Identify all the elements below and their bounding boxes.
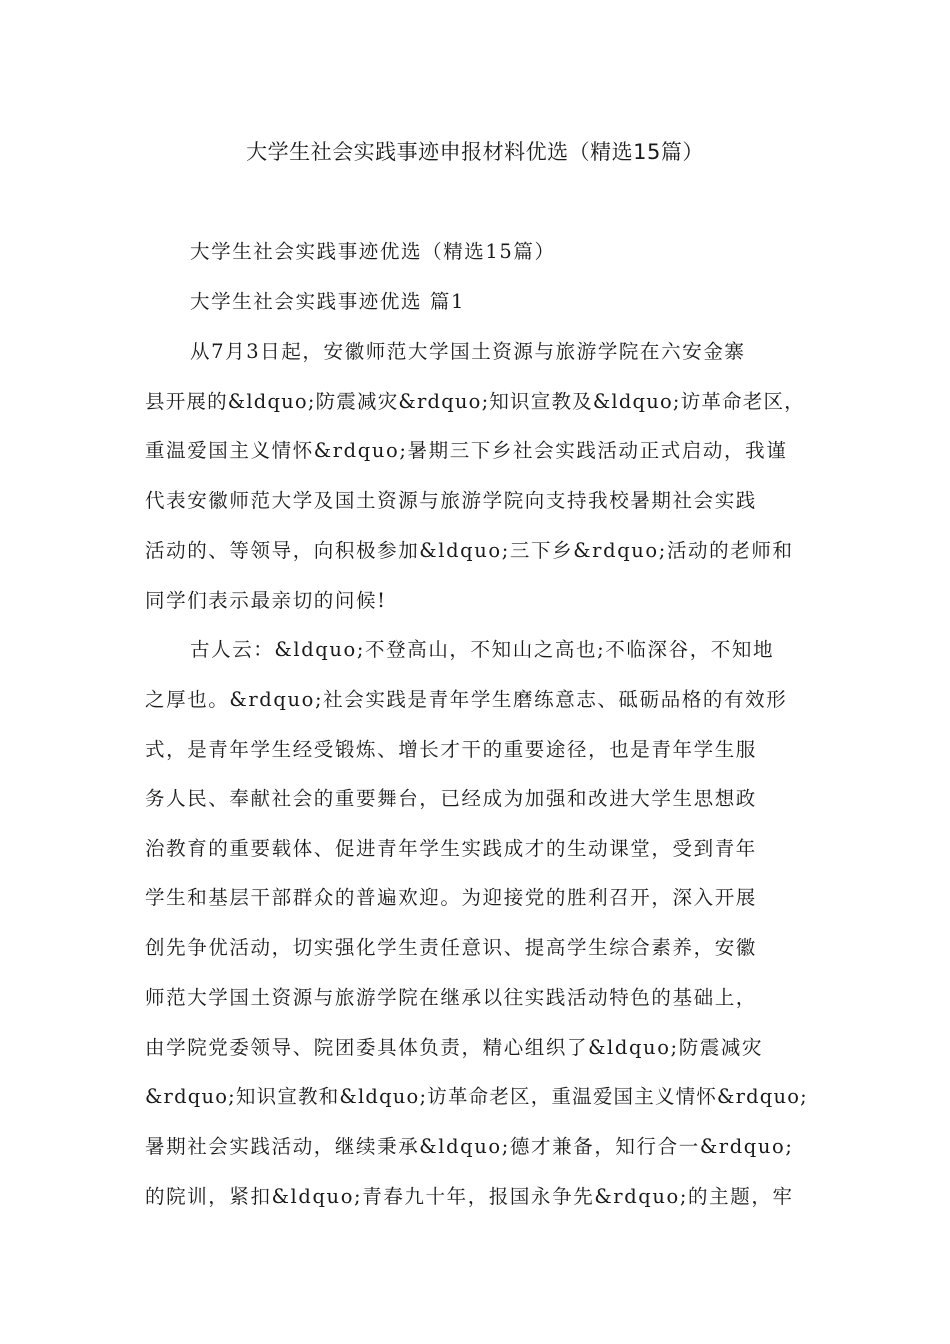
document-title: 大学生社会实践事迹申报材料优选（精选15篇） [246,140,704,164]
paragraph-line: 治教育的重要载体、促进青年学生实践成才的生动课堂，受到青年 [145,837,757,860]
paragraph-line: 重温爱国主义情怀&rdquo;暑期三下乡社会实践活动正式启动，我谨 [145,439,788,462]
paragraph-line: 县开展的&ldquo;防震减灾&rdquo;知识宣教及&ldquo;访革命老区， [145,390,805,413]
paragraph-line: 同学们表示最亲切的问候! [145,589,387,612]
paragraph-line: 式，是青年学生经受锻炼、增长才干的重要途径，也是青年学生服 [145,738,757,761]
section-heading: 大学生社会实践事迹优选 篇1 [190,290,466,313]
paragraph-line: 创先争优活动，切实强化学生责任意识、提高学生综合素养，安徽 [145,936,757,959]
paragraph-line: 从7月3日起，安徽师范大学国土资源与旅游学院在六安金寨 [190,340,746,363]
paragraph-line: 活动的、等领导，向积极参加&ldquo;三下乡&rdquo;活动的老师和 [145,539,794,562]
paragraph-line: 古人云：&ldquo;不登高山，不知山之高也;不临深谷，不知地 [190,638,775,661]
paragraph-line: 由学院党委领导、院团委具体负责，精心组织了&ldquo;防震减灾 [145,1036,764,1059]
paragraph-line: 学生和基层干部群众的普遍欢迎。为迎接党的胜利召开，深入开展 [145,886,757,909]
paragraph-line: &rdquo;知识宣教和&ldquo;访革命老区，重温爱国主义情怀&rdquo; [145,1085,808,1108]
paragraph-line: 代表安徽师范大学及国土资源与旅游学院向支持我校暑期社会实践 [145,489,757,512]
paragraph-line: 之厚也。&rdquo;社会实践是青年学生磨练意志、砥砺品格的有效形 [145,688,788,711]
paragraph-line: 师范大学国土资源与旅游学院在继承以往实践活动特色的基础上， [145,986,757,1009]
paragraph-line: 务人民、奉献社会的重要舞台，已经成为加强和改进大学生思想政 [145,787,757,810]
subtitle-line: 大学生社会实践事迹优选（精选15篇） [190,240,556,263]
paragraph-line: 的院训，紧扣&ldquo;青春九十年，报国永争先&rdquo;的主题，牢 [145,1185,794,1208]
paragraph-line: 暑期社会实践活动，继续秉承&ldquo;德才兼备，知行合一&rdquo; [145,1135,794,1158]
